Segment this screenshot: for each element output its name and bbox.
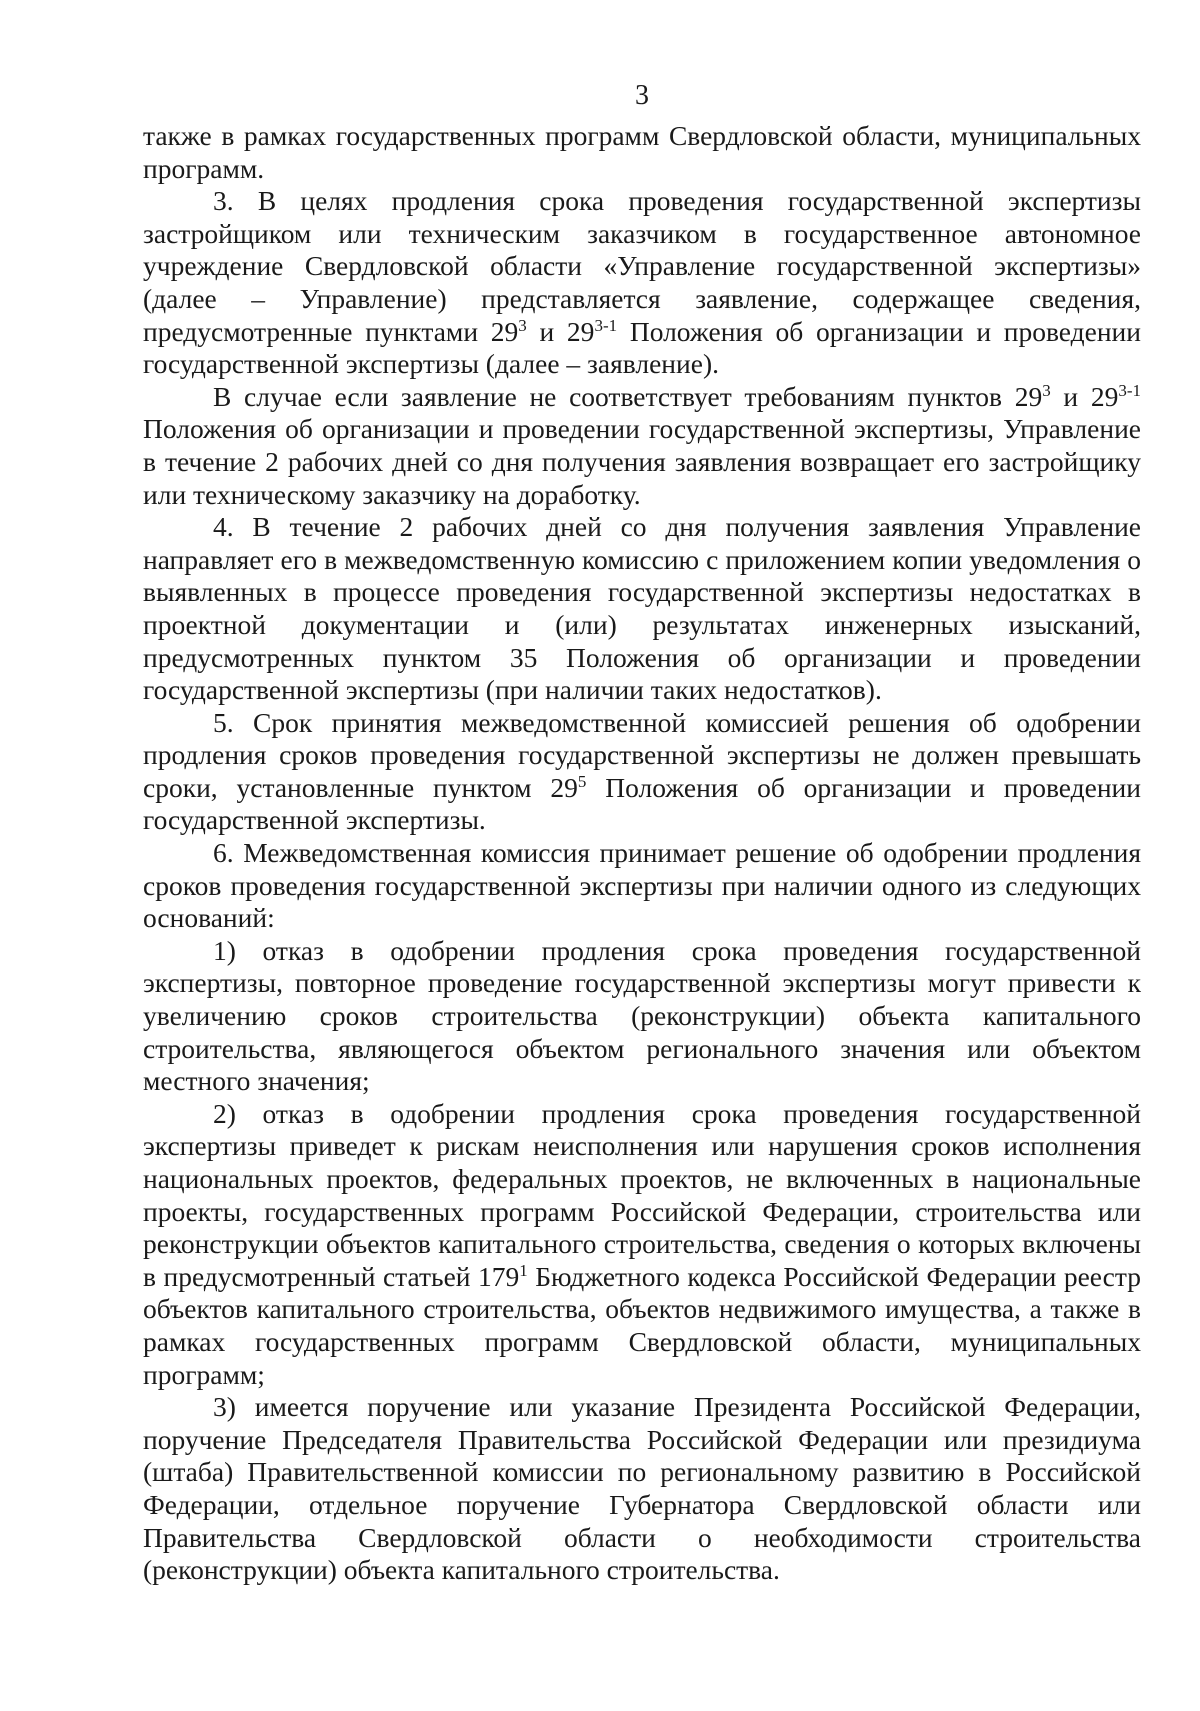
paragraph — [143, 120, 1141, 185]
paragraph — [143, 1098, 1141, 1391]
paragraph-text: 5. Срок принятия межведомственной комиссией решения об одобрении продления сроков проведения государственной экспертизы не должен превышать сроки, установленные пунктом 29 — [143, 706, 1141, 803]
paragraph-text: 2) отказ в одобрении продления срока проведения государственной экспертизы приведет к рискам неисполнения или нарушения сроков исполнения национальных проектов, федеральных проектов, не включенных в национальные проекты, государственных программ Российской Федерации, строительства или реконструкции объектов капитального строительства, сведения о которых включены в предусмотренный статьей 179 — [143, 1097, 1141, 1292]
superscript-index: 3-1 — [1118, 380, 1141, 400]
superscript-index: 3-1 — [594, 315, 618, 335]
paragraph-text: Положения об организации и проведении государственной экспертизы. — [143, 771, 1141, 836]
paragraph — [143, 837, 1141, 935]
superscript-index: 1 — [519, 1260, 528, 1280]
superscript-index: 5 — [577, 771, 587, 791]
paragraph — [143, 185, 1141, 381]
paragraph-text: Бюджетного кодекса Российской Федерации реестр объектов капитального строительства, объектов недвижимого имущества, а также в рамках государственных программ Свердловской области, муниципальных программ; — [143, 1260, 1141, 1390]
paragraph — [143, 381, 1141, 511]
paragraph-text: Положения об организации и проведении государственной экспертизы (далее – заявление). — [143, 315, 1141, 380]
superscript-index: 3 — [518, 315, 527, 335]
page-number: 3 — [635, 80, 649, 111]
document-body — [143, 120, 1141, 1587]
paragraph — [143, 707, 1141, 837]
paragraph — [143, 1391, 1141, 1587]
paragraph-text: и 29 — [526, 315, 595, 347]
paragraph — [143, 935, 1141, 1098]
paragraph-text: также в рамках государственных программ Свердловской области, муниципальных программ. — [143, 120, 1141, 184]
paragraph-text: 1) отказ в одобрении продления срока проведения государственной экспертизы, повторное проведение государственной экспертизы могут привести к увеличению сроков строительства (реконструкции) объекта капитального строительства, являющегося объектом регионального значения или объектом местного значения; — [143, 934, 1141, 1097]
paragraph-text: Положения об организации и проведении государственной экспертизы, Управление в течение 2 рабочих дней со дня получения заявления возвращает его застройщику или техническому заказчику на доработку. — [143, 413, 1141, 510]
paragraph-text: 3. В целях продления срока проведения государственной экспертизы застройщиком или техническим заказчиком в государственное автономное учреждение Свердловской области «Управление государственной экспертизы» (далее – Управление) представляется заявление, содержащее сведения, предусмотренные пунктами 29 — [143, 185, 1141, 347]
paragraph-text: 4. В течение 2 рабочих дней со дня получения заявления Управление направляет его в межведомственную комиссию с приложением копии уведомления о выявленных в процессе проведения государственной экспертизы недостатках в проектной документации и (или) результатах инженерных изысканий, предусмотренных пунктом 35 Положения об организации и проведении государственной экспертизы (при наличии таких недостатков). — [143, 511, 1141, 706]
paragraph — [143, 511, 1141, 707]
paragraph-text: 3) имеется поручение или указание Президента Российской Федерации, поручение Председателя Правительства Российской Федерации или президиума (штаба) Правительственной комиссии по региональному развитию в Российской Федерации, отдельное поручение Губернатора Свердловской области или Правительства Свердловской области о необходимости строительства (реконструкции) объекта капитального строительства. — [143, 1391, 1141, 1586]
paragraph-text: и 29 — [1050, 380, 1119, 412]
paragraph-text: 6. Межведомственная комиссия принимает решение об одобрении продления сроков проведения государственной экспертизы при наличии одного из следующих оснований: — [143, 837, 1141, 934]
superscript-index: 3 — [1042, 380, 1051, 400]
paragraph-text: В случае если заявление не соответствует требованиям пунктов 29 — [213, 380, 1043, 412]
